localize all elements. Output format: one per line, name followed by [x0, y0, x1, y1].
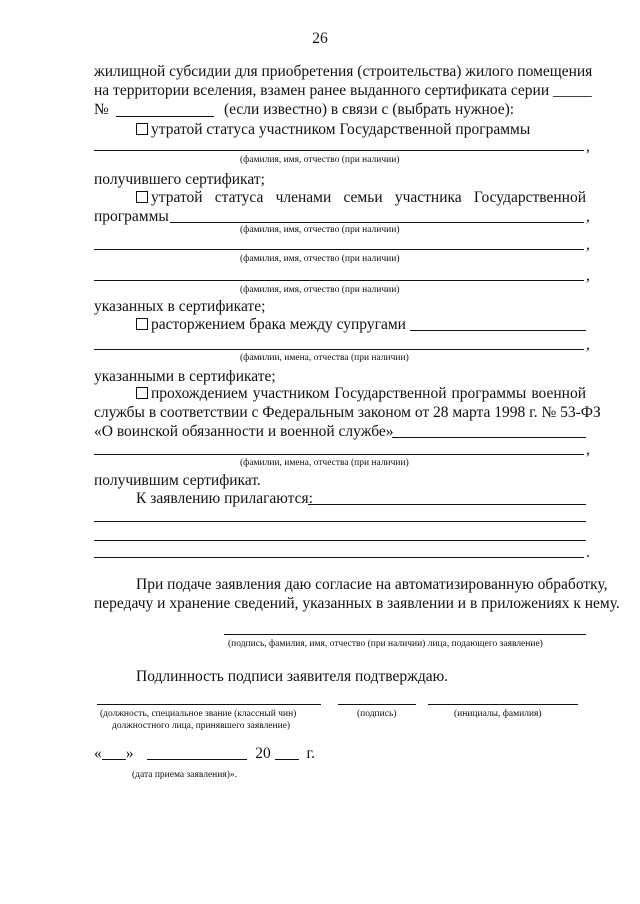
option-status-loss-family[interactable]: [136, 189, 586, 207]
caption-official-position-2: должностного лица, принявшего заявление): [112, 721, 291, 731]
attachments-field-1[interactable]: [308, 504, 586, 505]
period: .: [586, 544, 590, 561]
intro-line-1: жилищной субсидии для приобретения (строительства) жилого помещения: [94, 63, 593, 80]
date-row: [94, 745, 315, 763]
caption-official-position-1: (должность, специальное звание (классный чин): [100, 709, 297, 719]
option-status-loss-participant[interactable]: [136, 121, 530, 139]
applicant-signature-field[interactable]: [224, 634, 586, 635]
option-status-loss-participant-label: утратой статуса участником Государственной программы: [151, 121, 531, 138]
intro-line-3-number: №: [94, 101, 109, 118]
consent-line-1: При подаче заявления даю согласие на автоматизированную обработку,: [136, 576, 608, 593]
caption-fio-family-3: (фамилия, имя, отчество (при наличии): [240, 285, 400, 295]
attachments-field-3[interactable]: [94, 540, 586, 541]
checkbox-status-loss-participant[interactable]: [136, 123, 148, 135]
text-specified-in-certificate-2: указанными в сертификате;: [94, 368, 276, 385]
caption-fio-spouses: (фамилии, имена, отчества (при наличии): [240, 353, 409, 363]
text-received-certificate-2: получившим сертификат.: [94, 472, 261, 489]
caption-applicant-signature: (подпись, фамилия, имя, отчество (при наличии) лица, подающего заявление): [228, 639, 543, 649]
checkbox-military-service[interactable]: [136, 387, 148, 399]
date-month-field[interactable]: [147, 745, 247, 760]
caption-date-received: (дата приема заявления)».: [132, 770, 237, 780]
caption-fio-participant: (фамилия, имя, отчество (при наличии): [240, 155, 400, 165]
text-received-certificate: получившего сертификат;: [94, 171, 265, 188]
comma: ,: [586, 336, 590, 353]
comma: ,: [586, 236, 590, 253]
comma: ,: [586, 208, 590, 225]
option-divorce[interactable]: [136, 316, 406, 334]
text-specified-in-certificate: указанных в сертификате;: [94, 298, 266, 315]
intro-line-2: на территории вселения, взамен ранее выданного сертификата серии _____: [94, 82, 592, 99]
attachments-field-4[interactable]: [94, 557, 584, 558]
text-programs: программы: [94, 208, 169, 225]
spouses-field-2[interactable]: [94, 349, 584, 350]
spouses-field-1[interactable]: [410, 330, 586, 331]
military-field-1[interactable]: [392, 437, 586, 438]
name-field-family-1[interactable]: [170, 222, 584, 223]
comma: ,: [586, 267, 590, 284]
date-open-quote: «: [94, 745, 102, 762]
official-initials-field[interactable]: [428, 704, 578, 705]
date-year-field[interactable]: [275, 745, 299, 760]
series-number-field[interactable]: [116, 116, 214, 117]
caption-fio-family-1: (фамилия, имя, отчество (при наличии): [240, 225, 400, 235]
military-field-2[interactable]: [94, 454, 584, 455]
consent-line-2: передачу и хранение сведений, указанных в заявлении и в приложениях к нему.: [94, 595, 620, 612]
option-military-service-label: прохождением участником Государственной программы военной: [151, 385, 586, 402]
date-year-suffix: г.: [306, 745, 315, 762]
name-field-family-2[interactable]: [94, 249, 584, 250]
confirm-signature-text: Подлинность подписи заявителя подтверждаю.: [136, 668, 449, 685]
attachments-field-2[interactable]: [94, 521, 586, 522]
option-divorce-label: расторжением брака между супругами: [151, 316, 406, 333]
date-year-prefix: 20: [255, 745, 271, 762]
name-field-family-3[interactable]: [94, 280, 584, 281]
caption-fio-military: (фамилии, имена, отчества (при наличии): [240, 458, 409, 468]
caption-fio-family-2: (фамилия, имя, отчество (при наличии): [240, 254, 400, 264]
caption-official-signature: (подпись): [357, 709, 397, 719]
text-military-law: службы в соответствии с Федеральным законом от 28 марта 1998 г. № 53-ФЗ: [94, 404, 601, 421]
date-day-field[interactable]: [102, 745, 126, 760]
option-military-service[interactable]: [136, 385, 586, 403]
official-signature-field[interactable]: [338, 704, 416, 705]
checkbox-status-loss-family[interactable]: [136, 191, 148, 203]
comma: ,: [586, 441, 590, 458]
checkbox-divorce[interactable]: [136, 318, 148, 330]
name-field-participant[interactable]: [94, 150, 584, 151]
date-close-quote: »: [125, 745, 134, 762]
comma: ,: [586, 138, 590, 155]
official-position-field[interactable]: [97, 704, 321, 705]
intro-line-3-rest: (если известно) в связи с (выбрать нужное):: [224, 101, 515, 118]
text-military-law-title: «О воинской обязанности и военной службе»: [94, 423, 394, 440]
caption-official-initials: (инициалы, фамилия): [454, 709, 542, 719]
attachments-label: К заявлению прилагаются:: [136, 490, 313, 507]
option-status-loss-family-label: утратой статуса членами семьи участника Государственной: [151, 189, 586, 206]
page-number: 26: [312, 30, 328, 47]
